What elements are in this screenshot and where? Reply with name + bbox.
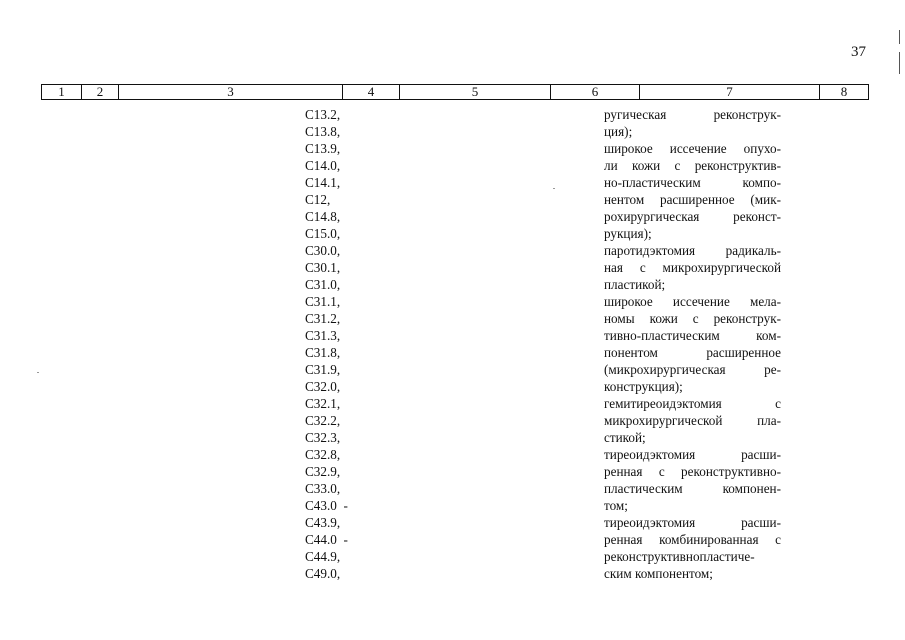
diagnosis-code: C44.9, [305,549,341,564]
description-line: ция); [604,124,633,139]
diagnosis-code: C31.2, [305,311,341,326]
diagnosis-code: C32.2, [305,413,341,428]
page-edge-mark [899,30,900,44]
description-line: понентом расширенное [604,345,781,360]
description-line: микрохирургической пла- [604,413,781,428]
description-line: пластическим компонен- [604,481,781,496]
diagnosis-code: C49.0, [305,566,341,581]
header-cell-1: 1 [42,85,82,99]
diagnosis-code: C14.0, [305,158,341,173]
diagnosis-code: C32.9, [305,464,341,479]
description-line: нентом расширенное (мик- [604,192,781,207]
description-line: том; [604,498,628,513]
header-cell-3: 3 [119,85,343,99]
table-header-row [41,84,869,100]
diagnosis-code: C15.0, [305,226,341,241]
diagnosis-code: C31.8, [305,345,341,360]
description-line: паротидэктомия радикаль- [604,243,781,258]
diagnosis-code: C13.8, [305,124,341,139]
header-cell-6: 6 [551,85,640,99]
diagnosis-code: C12, [305,192,331,207]
diagnosis-code: C44.0 - [305,532,348,547]
header-cell-7: 7 [640,85,820,99]
description-line: тивно-пластическим ком- [604,328,781,343]
description-line: рукция); [604,226,652,241]
description-line: ренная комбинированная с [604,532,781,547]
diagnosis-code: C33.0, [305,481,341,496]
diagnosis-code: C31.9, [305,362,341,377]
description-line: широкое иссечение опухо- [604,141,781,156]
diagnosis-code: C31.1, [305,294,341,309]
diagnosis-code: C13.9, [305,141,341,156]
diagnosis-code: C14.1, [305,175,341,190]
description-line: (микрохирургическая ре- [604,362,781,377]
diagnosis-code: C32.8, [305,447,341,462]
description-line: гемитиреоидэктомия с [604,396,781,411]
description-line: рохирургическая реконст- [604,209,781,224]
diagnosis-code: C43.0 - [305,498,348,513]
description-line: пластикой; [604,277,666,292]
page-number: 37 [851,44,866,60]
diagnosis-code: C14.8, [305,209,341,224]
header-cell-8: 8 [840,84,848,99]
description-line: стикой; [604,430,646,445]
diagnosis-code: C32.3, [305,430,341,445]
diagnosis-code: C31.0, [305,277,341,292]
description-line: ским компонентом; [604,566,713,581]
column-7-treatment-description [604,106,781,582]
scan-speck [37,372,39,373]
description-line: тиреоидэктомия расши- [604,447,781,462]
description-line: ругическая реконструк- [604,107,781,122]
description-line: но-пластическим компо- [604,175,781,190]
description-line: реконструктивнопластиче- [604,549,755,564]
diagnosis-code: C32.1, [305,396,341,411]
description-line: ли кожи с реконструктив- [604,158,781,173]
page-edge-mark [899,52,900,74]
description-line: конструкция); [604,379,683,394]
column-4-diagnosis-codes [305,106,395,582]
header-cell-4: 4 [343,85,400,99]
diagnosis-code: C30.0, [305,243,341,258]
description-line: тиреоидэктомия расши- [604,515,781,530]
header-cell-2: 2 [82,85,119,99]
description-line: широкое иссечение мела- [604,294,781,309]
header-cell-5: 5 [400,85,551,99]
diagnosis-code: C30.1, [305,260,341,275]
diagnosis-code: C13.2, [305,107,341,122]
description-line: ная с микрохирургической [604,260,781,275]
scan-speck [553,188,555,189]
description-line: номы кожи с реконструк- [604,311,781,326]
diagnosis-code: C32.0, [305,379,341,394]
description-line: ренная с реконструктивно- [604,464,781,479]
diagnosis-code: C31.3, [305,328,341,343]
diagnosis-code: C43.9, [305,515,341,530]
